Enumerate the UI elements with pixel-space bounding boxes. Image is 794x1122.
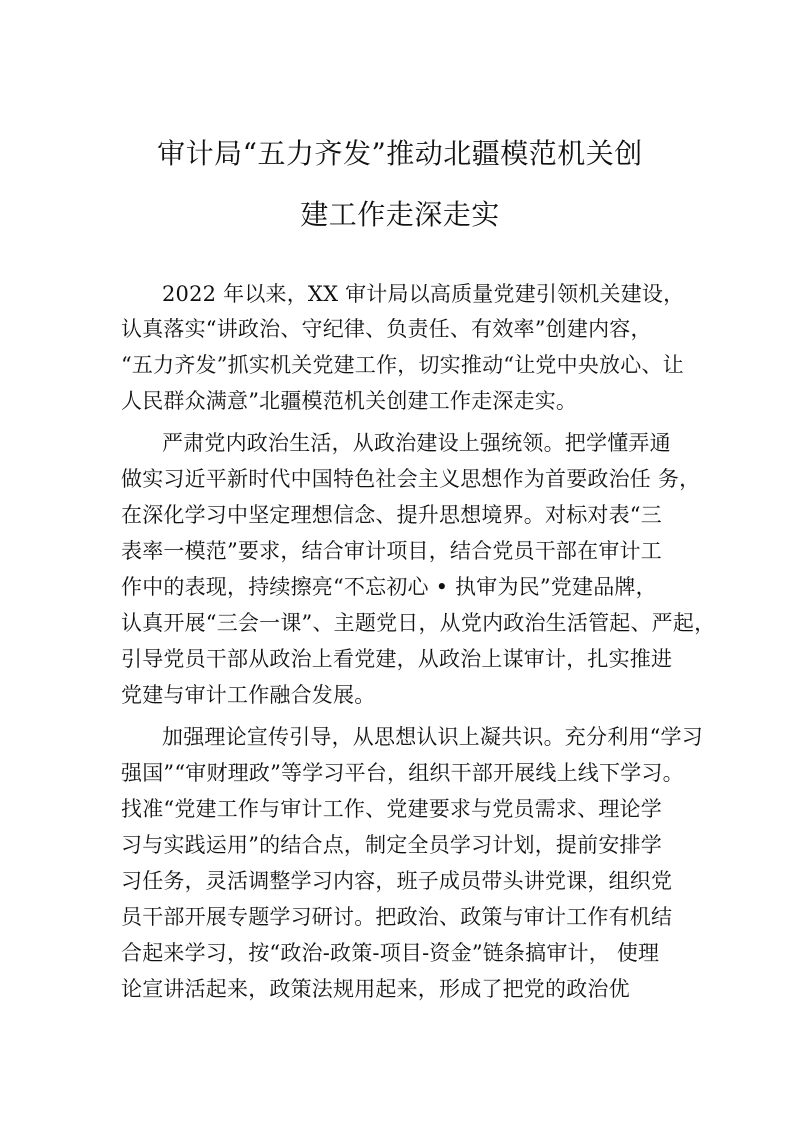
document-title-line-1: 审计局“五力齐发”推动北疆模范机关创 (157, 137, 643, 170)
paragraph-line: 强国”“审财理政”等学习平台，组织干部开展线上线下学习。 (121, 761, 684, 785)
paragraph-line: 习与实践运用”的结合点，制定全员学习计划，提前安排学 (121, 833, 662, 857)
paragraph-line: 做实习近平新时代中国特色社会主义思想作为首要政治任 务， (121, 467, 701, 491)
paragraph-line: 人民群众满意”北疆模范机关创建工作走深走实。 (121, 389, 578, 413)
paragraph-line: 认真落实“讲政治、守纪律、负责任、有效率”创建内容， (121, 317, 652, 341)
paragraph-line: 作中的表现，持续擦亮“不忘初心 • 执审为民”党建品牌， (121, 575, 657, 599)
document-title-line-2: 建工作走深走实 (300, 198, 500, 231)
paragraph-line: 引导党员干部从政治上看党建，从政治上谋审计，扎实推进 (121, 647, 673, 671)
paragraph-line: 党建与审计工作融合发展。 (121, 683, 376, 707)
paragraph-line: 找准“党建工作与审计工作、党建要求与党员需求、理论学 (121, 797, 662, 821)
paragraph-line: 加强理论宣传引导，从思想认识上凝共识。充分利用“学习 (162, 725, 703, 749)
paragraph-line: “五力齐发”抓实机关党建工作，切实推动“让党中央放心、让 (121, 353, 684, 377)
paragraph-line: 习任务，灵活调整学习内容，班子成员带头讲党课，组织党 (121, 869, 673, 893)
paragraph-line: 表率一模范”要求，结合审计项目，结合党员干部在审计工 (121, 539, 662, 563)
paragraph-line: 员干部开展专题学习研讨。把政治、政策与审计工作有机结 (121, 905, 673, 929)
paragraph-line: 合起来学习，按“政治-政策-项目-资金”链条搞审计， 使理 (121, 941, 660, 965)
paragraph-line: 认真开展“三会一课”、主题党日，从党内政治生活管起、严起， (121, 611, 716, 635)
paragraph-line: 论宣讲活起来，政策法规用起来，形成了把党的政治优 (121, 977, 630, 1001)
paragraph-line: 2022 年以来，XX 审计局以高质量党建引领机关建设， (162, 282, 685, 306)
paragraph-line: 严肃党内政治生活，从政治建设上强统领。把学懂弄通 (162, 431, 671, 455)
paragraph-line: 在深化学习中坚定理想信念、提升思想境界。对标对表“三 (121, 503, 662, 527)
